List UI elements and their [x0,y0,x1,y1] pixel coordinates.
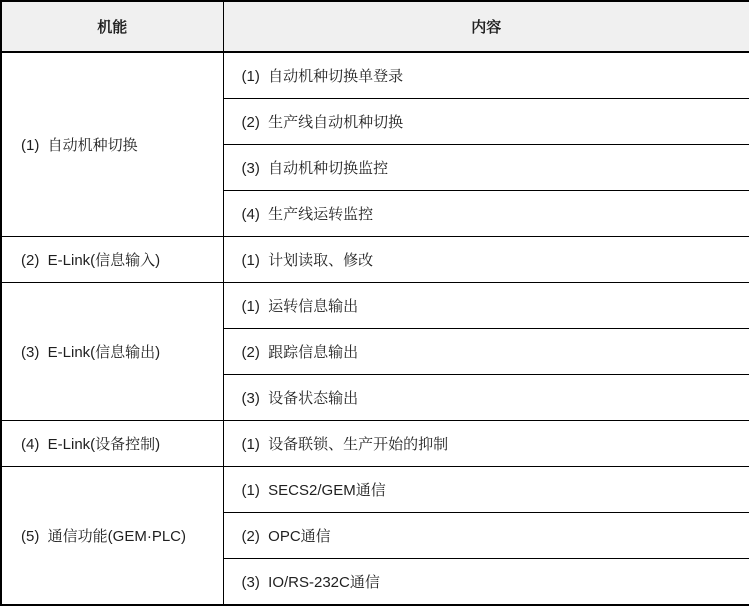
content-cell: (3) 自动机种切换监控 [223,145,749,191]
table-row [1,237,749,283]
table-row [1,421,749,467]
table-row [1,467,749,513]
content-cell: (3) IO/RS-232C通信 [223,559,749,606]
content-cell: (4) 生产线运转监控 [223,191,749,237]
content-cell: (1) 自动机种切换单登录 [223,52,749,99]
content-cell: (3) 设备状态输出 [223,375,749,421]
content-cell: (2) OPC通信 [223,513,749,559]
table-header-row [1,1,749,52]
content-column-header: 内容 [223,1,749,52]
function-cell-elink-device-control: (4) E-Link(设备控制) [1,421,223,467]
table-row [1,52,749,99]
content-cell: (2) 生产线自动机种切换 [223,99,749,145]
content-cell: (1) 设备联锁、生产开始的抑制 [223,421,749,467]
function-cell-auto-model-switch: (1) 自动机种切换 [1,52,223,237]
content-cell: (1) 计划读取、修改 [223,237,749,283]
function-cell-communication: (5) 通信功能(GEM·PLC) [1,467,223,606]
function-column-header: 机能 [1,1,223,52]
table-row [1,283,749,329]
content-cell: (2) 跟踪信息输出 [223,329,749,375]
content-cell: (1) SECS2/GEM通信 [223,467,749,513]
content-cell: (1) 运转信息输出 [223,283,749,329]
function-cell-elink-info-input: (2) E-Link(信息输入) [1,237,223,283]
function-cell-elink-info-output: (3) E-Link(信息输出) [1,283,223,421]
